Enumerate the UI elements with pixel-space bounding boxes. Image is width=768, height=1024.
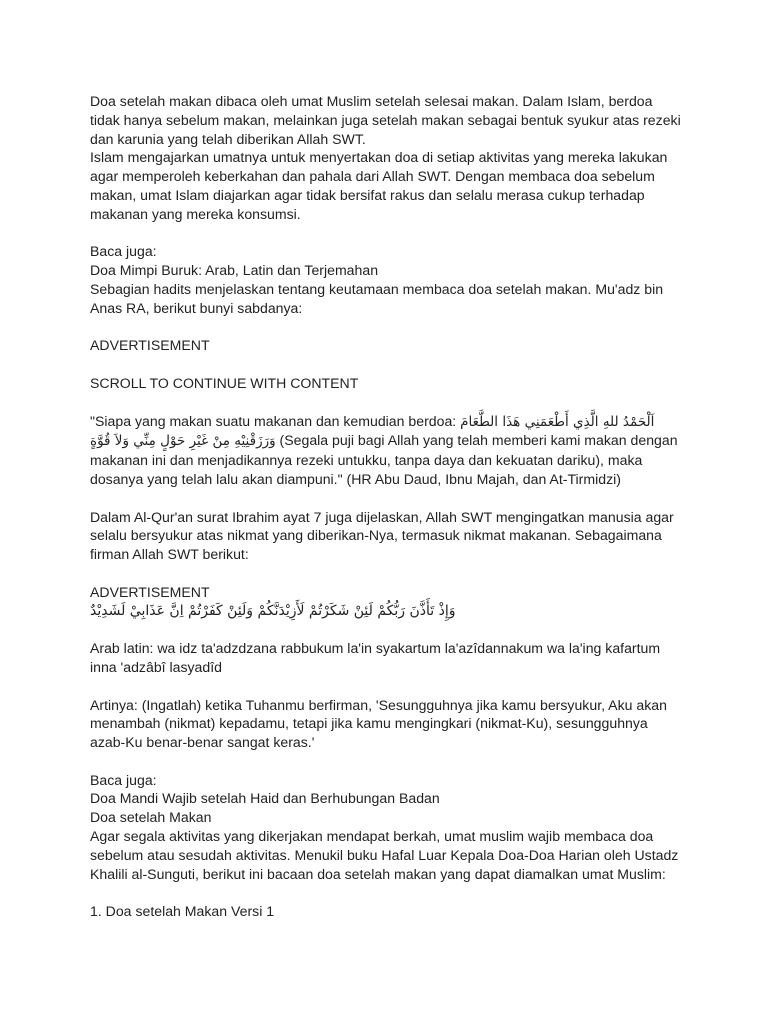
spacer bbox=[90, 752, 682, 771]
arab-latin-text: Arab latin: wa idz ta'adzdzana rabbukum la'in syakartum la'azîdannakum wa la'ing kafartum inna 'adzâbî lasyadîd bbox=[90, 640, 661, 675]
list-item: 1. Doa setelah Makan Versi 1 bbox=[90, 903, 275, 920]
paragraph-islam-teaching: Islam mengajarkan umatnya untuk menyertakan doa di setiap aktivitas yang mereka lakukan agar memperoleh keberkahan dan pahala dari Allah SWT. Dengan membaca doa sebelum makan, umat Islam diajarkan agar tidak bersifat rakus dan selalu merasa cukup terhadap makanan yang mereka konsumsi. bbox=[90, 149, 668, 222]
spacer bbox=[90, 355, 682, 374]
scroll-notice: SCROLL TO CONTINUE WITH CONTENT bbox=[90, 374, 359, 391]
baca-juga-label: Baca juga: bbox=[90, 243, 157, 260]
spacer bbox=[90, 318, 682, 337]
spacer bbox=[90, 883, 682, 902]
baca-juga-label: Baca juga: bbox=[90, 771, 157, 788]
paragraph-hafal-luar-kepala: Agar segala aktivitas yang dikerjakan mendapat berkah, umat muslim wajib membaca doa sebelum atau sesudah aktivitas. Menukil buku Hafal Luar Kepala Doa-Doa Harian oleh Ustadz Khalili al-Sunguti, berikut ini bacaan doa setelah makan yang dapat diamalkan umat Muslim: bbox=[90, 828, 679, 882]
paragraph-hadith-intro: Sebagian hadits menjelaskan tentang keutamaan membaca doa setelah makan. Mu'adz bin Anas RA, berikut bunyi sabdanya: bbox=[90, 280, 664, 316]
baca-juga-link-doa-setelah-makan[interactable]: Doa setelah Makan bbox=[90, 809, 212, 826]
advertisement-label: ADVERTISEMENT bbox=[90, 583, 210, 600]
paragraph-surat-ibrahim: Dalam Al-Qur'an surat Ibrahim ayat 7 juga dijelaskan, Allah SWT mengingatkan manusia agar selalu bersyukur atas nikmat yang diberikan-Nya, termasuk nikmat makanan. Sebagaimana firman Allah SWT berikut: bbox=[90, 508, 674, 563]
baca-juga-link-mimpi-buruk[interactable]: Doa Mimpi Buruk: Arab, Latin dan Terjemahan bbox=[90, 262, 379, 279]
hadith-translation-text: (Segala puji bagi Allah yang telah memberi kami makan dengan makanan ini dan menjadikannya rezeki untukku, tanpa daya dan kekuatan dariku), maka dosanya yang telah lalu akan diampuni." (HR Abu Daud, Ibnu Majah, dan At-Tirmidzi) bbox=[90, 432, 678, 487]
verse-arabic: وَإِذْ تَأَذَّنَ رَبُّكُمْ لَئِنْ شَكَرْتُمْ لَأَزِيْدَنَّكُمْ وَلَئِنْ كَفَرْتُمْ اِنَّ عَذَابِيْ لَشَدِيْدٌ bbox=[90, 602, 456, 619]
spacer bbox=[90, 564, 682, 583]
hadith-arabic-text: اَلْحَمْدُ للهِ الَّذِي أَطْعَمَنِي هَذَا الطَّعَامَ وَرَزَقْنِيْهِ مِنْ غَيْرِ حَوْلٍ مِنِّي وَلاَ قُوَّةٍ bbox=[90, 413, 655, 450]
spacer bbox=[90, 620, 682, 639]
hadith-paragraph bbox=[90, 412, 682, 489]
hadith-intro-text: "Siapa yang makan suatu makanan dan kemudian berdoa: bbox=[90, 412, 461, 429]
spacer bbox=[90, 393, 682, 412]
article-body bbox=[90, 92, 682, 921]
spacer bbox=[90, 489, 682, 508]
intro-paragraph: Doa setelah makan dibaca oleh umat Muslim setelah selesai makan. Dalam Islam, berdoa tidak hanya sebelum makan, melainkan juga setelah makan sebagai bentuk syukur atas rezeki dan karunia yang telah diberikan Allah SWT. bbox=[90, 93, 681, 147]
advertisement-label: ADVERTISEMENT bbox=[90, 337, 210, 354]
baca-juga-link-mandi-wajib[interactable]: Doa Mandi Wajib setelah Haid dan Berhubungan Badan bbox=[90, 790, 440, 807]
spacer bbox=[90, 224, 682, 243]
spacer bbox=[90, 677, 682, 696]
artinya-text: Artinya: (Ingatlah) ketika Tuhanmu berfirman, 'Sesungguhnya jika kamu bersyukur, Aku akan menambah (nikmat) kepadamu, tetapi jika kamu mengingkari (nikmat-Ku), sesungguhnya azab-Ku benar-benar sangat keras.' bbox=[90, 696, 667, 751]
